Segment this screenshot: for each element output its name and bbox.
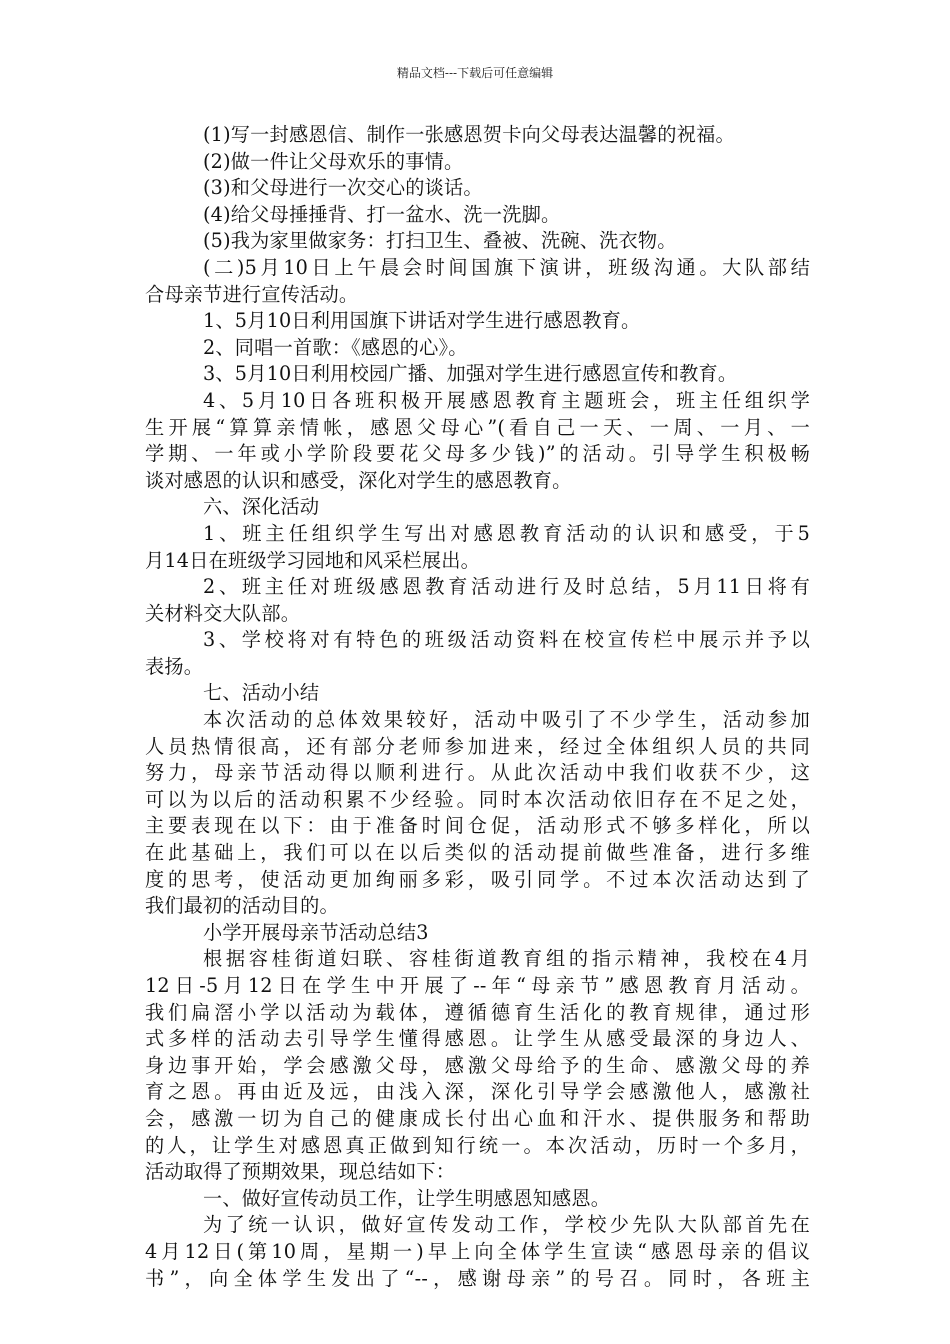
text-line: 3、5月10日利用校园广播、加强对学生进行感恩宣传和教育。 bbox=[203, 362, 738, 386]
text-line: 月14日在班级学习园地和风采栏展出。 bbox=[145, 548, 481, 572]
text-line: 4月12日(第10周，星期一)早上向全体学生宣读“感恩母亲的倡议 bbox=[145, 1239, 810, 1263]
text-line: 4、5月10日各班积极开展感恩教育主题班会，班主任组织学 bbox=[203, 388, 810, 412]
text-line: 身边事开始，学会感激父母，感激父母给予的生命、感激父母的养 bbox=[145, 1053, 810, 1077]
text-line: 式多样的活动去引导学生懂得感恩。让学生从感受最深的身边人、 bbox=[145, 1027, 810, 1051]
text-line: 2、同唱一首歌：《感恩的心》。 bbox=[203, 335, 468, 359]
text-line: 1、班主任组织学生写出对感恩教育活动的认识和感受，于5 bbox=[203, 521, 810, 545]
text-line: 小学开展母亲节活动总结3 bbox=[203, 920, 429, 944]
text-line: 生开展“算算亲情帐，感恩父母心”(看自己一天、一周、一月、一 bbox=[145, 415, 810, 439]
text-line: 合母亲节进行宣传活动。 bbox=[145, 282, 359, 306]
text-line: 我们扁滘小学以活动为载体，遵循德育生活化的教育规律，通过形 bbox=[145, 1000, 810, 1024]
text-line: 学期、一年或小学阶段要花父母多少钱)”的活动。引导学生积极畅 bbox=[145, 442, 810, 466]
text-line: (2)做一件让父母欢乐的事情。 bbox=[203, 149, 464, 173]
text-line: 在此基础上，我们可以在以后类似的活动提前做些准备，进行多维 bbox=[145, 841, 810, 865]
text-line: 努力，母亲节活动得以顺利进行。从此次活动中我们收获不少，这 bbox=[145, 761, 810, 785]
text-line: 2、班主任对班级感恩教育活动进行及时总结，5月11日将有 bbox=[203, 575, 810, 599]
text-line: 会，感激一切为自己的健康成长付出心血和汗水、提供服务和帮助 bbox=[145, 1106, 810, 1130]
text-line: 表扬。 bbox=[145, 654, 204, 678]
text-line: 六、深化活动 bbox=[203, 495, 320, 519]
text-line: 度的思考，使活动更加绚丽多彩，吸引同学。不过本次活动达到了 bbox=[145, 867, 810, 891]
text-line: 一、做好宣传动员工作，让学生明感恩知感恩。 bbox=[203, 1186, 611, 1210]
text-line: (1)写一封感恩信、制作一张感恩贺卡向父母表达温馨的祝福。 bbox=[203, 123, 735, 146]
text-line: 关材料交大队部。 bbox=[145, 601, 301, 625]
document-body bbox=[145, 122, 810, 1292]
text-line: 人员热情很高，还有部分老师参加进来，经过全体组织人员的共同 bbox=[145, 734, 810, 758]
text-line: 本次活动的总体效果较好，活动中吸引了不少学生，活动参加 bbox=[203, 708, 810, 732]
text-line: 根据容桂街道妇联、容桂街道教育组的指示精神，我校在4月 bbox=[203, 947, 810, 971]
text-line: 七、活动小结 bbox=[203, 681, 320, 705]
text-line: 我们最初的活动目的。 bbox=[145, 894, 339, 918]
text-line: 育之恩。再由近及远，由浅入深，深化引导学会感激他人，感激社 bbox=[145, 1080, 810, 1104]
text-line: 12日-5月12日在学生中开展了--年“母亲节”感恩教育月活动。 bbox=[145, 974, 810, 997]
text-line: 主要表现在以下：由于准备时间仓促，活动形式不够多样化，所以 bbox=[145, 814, 810, 838]
text-line: 书”，向全体学生发出了“--，感谢母亲”的号召。同时，各班主 bbox=[145, 1266, 810, 1290]
text-line: 1、5月10日利用国旗下讲话对学生进行感恩教育。 bbox=[203, 309, 641, 333]
text-line: 活动取得了预期效果，现总结如下： bbox=[145, 1160, 456, 1184]
text-line: (二)5月10日上午晨会时间国旗下演讲，班级沟通。大队部结 bbox=[203, 255, 810, 279]
text-line: 3、学校将对有特色的班级活动资料在校宣传栏中展示并予以 bbox=[203, 628, 810, 652]
text-line: 的人，让学生对感恩真正做到知行统一。本次活动，历时一个多月， bbox=[145, 1133, 810, 1157]
text-line: 可以为以后的活动积累不少经验。同时本次活动依旧存在不足之处， bbox=[145, 787, 810, 811]
text-line: 谈对感恩的认识和感受，深化对学生的感恩教育。 bbox=[145, 468, 572, 492]
text-line: 为了统一认识，做好宣传发动工作，学校少先队大队部首先在 bbox=[203, 1213, 810, 1237]
text-line: (5)我为家里做家务：打扫卫生、叠被、洗碗、洗衣物。 bbox=[203, 229, 677, 253]
page-header: 精品文档---下载后可任意编辑 bbox=[396, 66, 554, 80]
text-line: (3)和父母进行一次交心的谈话。 bbox=[203, 176, 483, 200]
text-line: (4)给父母捶捶背、打一盆水、洗一洗脚。 bbox=[203, 202, 561, 226]
